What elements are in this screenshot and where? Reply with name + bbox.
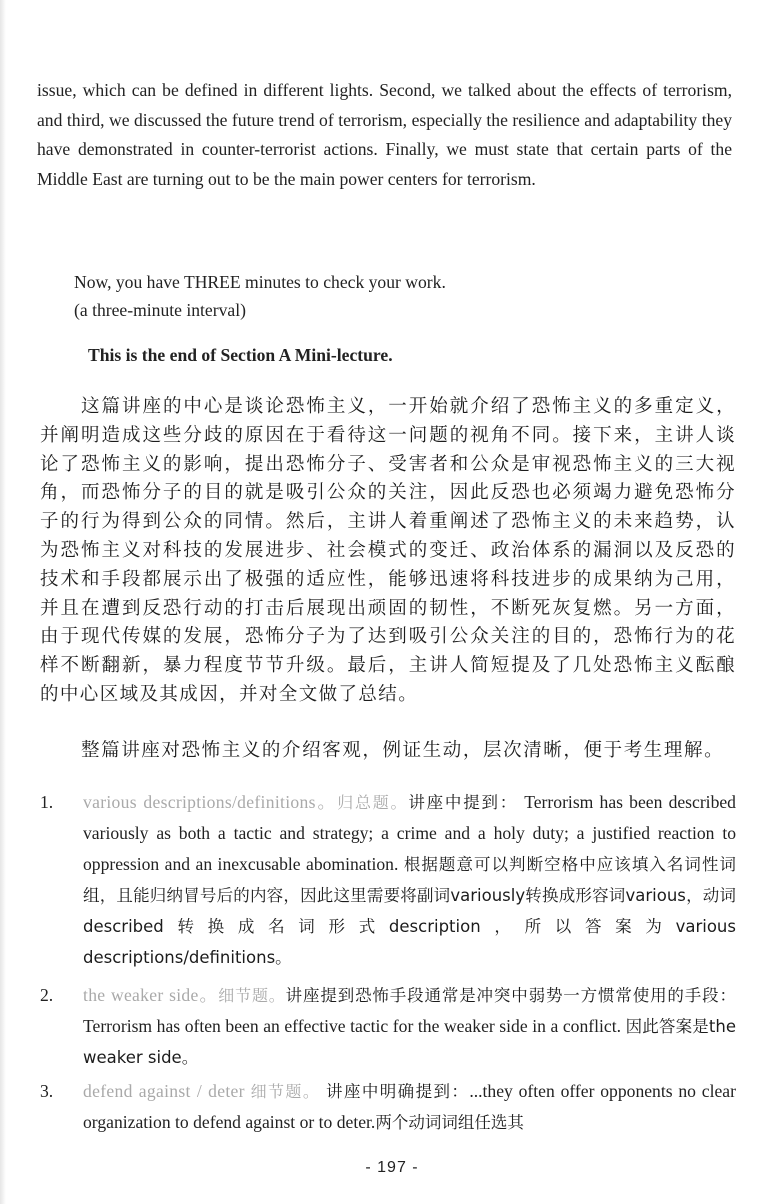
item-explanation-lead: 讲座提到恐怖手段通常是冲突中弱势一方惯常使用的手段：	[285, 986, 736, 1005]
intro-paragraph: issue, which can be defined in different lights. Second, we talked about the effects of terrorism, and third, we discussed the future trend of terrorism, especially the resilience and adaptability they have demonstrated in counter-terrorist actions. Finally, we must state that certain parts of the Middle East are turning out to be the main power centers for terrorism.	[37, 80, 732, 189]
item-answer: the weaker side。	[83, 985, 219, 1005]
item-body	[83, 787, 736, 973]
answer-item-2	[40, 980, 736, 1073]
item-number: 2.	[40, 985, 54, 1005]
page-binding-shadow	[0, 0, 6, 1204]
item-body	[83, 980, 736, 1073]
item-number: 3.	[40, 1081, 54, 1101]
item-explanation: 根据题意可以判断空格中应该填入名词性词组，且能归纳冒号后的内容，因此这里需要将副词variously转换成形容词various，动词described转换成名词形式description，所以答案为various descriptions/definitions。	[83, 855, 737, 967]
summary-paragraph: 这篇讲座的中心是谈论恐怖主义，一开始就介绍了恐怖主义的多重定义，并阐明造成这些分歧的原因在于看待这一问题的视角不同。接下来，主讲人谈论了恐怖主义的影响，提出恐怖分子、受害者和公众是审视恐怖主义的三大视角，而恐怖分子的目的就是吸引公众的关注，因此反恐也必须竭力避免恐怖分子的行为得到公众的同情。然后，主讲人着重阐述了恐怖主义的未来趋势，认为恐怖主义对科技的发展进步、社会模式的变迁、政治体系的漏洞以及反恐的技术和手段都展示出了极强的适应性，能够迅速将科技进步的成果纳为己用，并且在遭到反恐行动的打击后展现出顽固的韧性，不断死灰复燃。另一方面，由于现代传媒的发展，恐怖分子为了达到吸引公众关注的目的，恐怖行为的花样不断翻新，暴力程度节节升级。最后，主讲人简短提及了几处恐怖主义酝酿的中心区域及其成因，并对全文做了总结。	[40, 396, 736, 705]
item-quote: Terrorism has been described variously as both a tactic and strategy; a crime and a holy duty; a justified reaction to oppression and an inexcusable abomination.	[83, 792, 736, 874]
item-answer: various descriptions/definitions。	[83, 792, 338, 812]
item-number: 1.	[40, 792, 54, 812]
answer-item-3	[40, 1076, 736, 1138]
section-end-heading: This is the end of Section A Mini-lecture.	[88, 345, 393, 365]
item-quote: Terrorism has often been an effective tactic for the weaker side in a conflict.	[83, 1016, 621, 1036]
instruction-line-2: (a three-minute interval)	[74, 300, 246, 320]
item-explanation: 因此答案是the weaker side。	[83, 1017, 736, 1067]
item-body	[83, 1076, 736, 1138]
page-number: - 197 -	[365, 1159, 419, 1176]
item-quote: ...they often offer opponents no clear organization to defend against or to deter.	[83, 1081, 736, 1132]
summary-evaluation: 整篇讲座对恐怖主义的介绍客观，例证生动，层次清晰，便于考生理解。	[81, 740, 725, 761]
item-type-tag: 细节题。	[250, 1082, 321, 1101]
answer-item-1	[40, 787, 736, 973]
item-explanation-lead: 讲座中明确提到：	[326, 1082, 470, 1101]
item-answer: defend against / deter	[83, 1081, 245, 1101]
instruction-block	[74, 268, 724, 324]
item-type-tag: 归总题。	[337, 793, 409, 812]
item-type-tag: 细节题。	[218, 986, 286, 1005]
instruction-line-1: Now, you have THREE minutes to check your work.	[74, 272, 446, 292]
item-explanation: 两个动词词组任选其	[375, 1113, 524, 1132]
item-explanation-lead: 讲座中提到：	[408, 793, 519, 812]
